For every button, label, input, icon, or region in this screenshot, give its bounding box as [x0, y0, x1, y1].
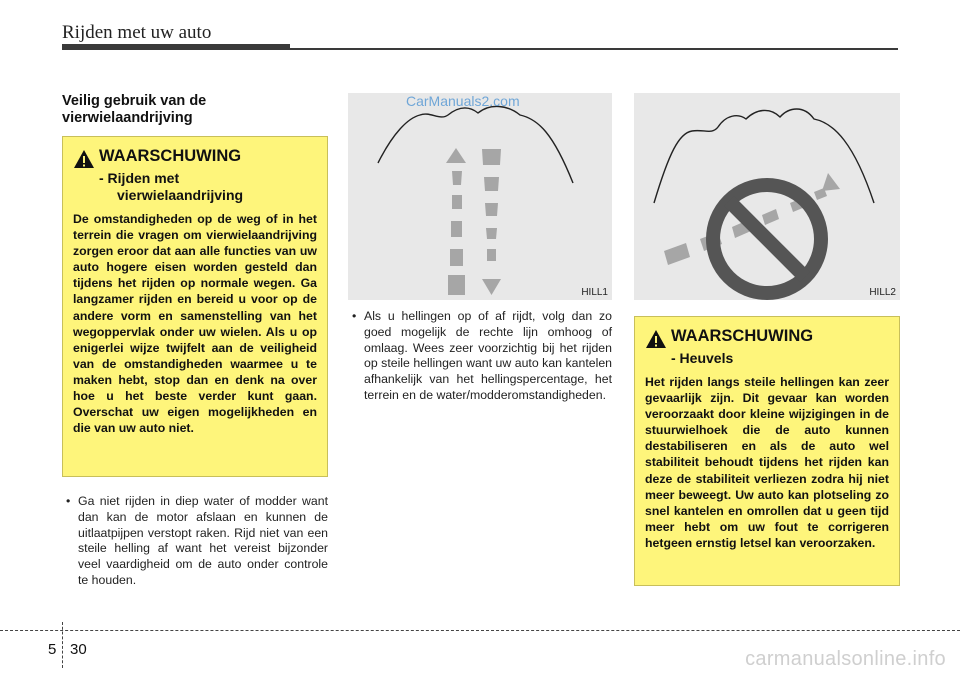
warning-title: WAARSCHUWING — [99, 147, 242, 165]
header-bar — [62, 44, 290, 50]
warning-box-hills — [634, 316, 900, 586]
section-title: Veilig gebruik van de vierwielaandrijving — [62, 93, 207, 126]
warning-subtitle-cont: vierwielaandrijving — [117, 187, 244, 203]
hill-diagonal-prohibited-illustration — [634, 93, 900, 300]
watermark-carmanualsonline: carmanualsonline.info — [745, 648, 946, 670]
warning-triangle-icon — [73, 148, 99, 170]
footer-divider — [62, 622, 63, 668]
header-rule — [290, 48, 898, 50]
watermark-carmanuals2: CarManuals2.com — [406, 93, 520, 109]
warning-triangle-icon — [645, 328, 671, 350]
bullet-slopes: • Als u hellingen op of af rijdt, volg dan zo goed mogelijk de rechte lijn omhoog of omlaag. Wees zeer voorzichtig bij het rijden op steile hellingen want uw auto kan kantelen afhankelijk van het hellingspercentage, het terrein en de water/modderomstandigheden. — [348, 309, 612, 404]
figure-label-hill1: HILL1 — [581, 287, 608, 298]
footer-section-number: 5 — [48, 641, 57, 658]
footer-page-number: 30 — [70, 641, 87, 658]
warning-subtitle: - Rijden met — [99, 170, 180, 186]
warning-box-4wd — [62, 136, 328, 477]
footer-rule — [0, 630, 960, 631]
hill-straight-illustration — [348, 93, 612, 300]
bullet-deep-water: • Ga niet rijden in diep water of modder want dan kan de motor afslaan en kunnen de uitlaatpijpen verstopt raken. Rijd niet van een steile helling af want het vereist bijzonder veel vaardigheid om de auto onder controle te houden. — [62, 494, 328, 589]
figure-hill2 — [634, 93, 900, 300]
warning-title: WAARSCHUWING — [671, 327, 814, 345]
figure-label-hill2: HILL2 — [869, 287, 896, 298]
figure-hill1 — [348, 93, 612, 300]
warning-subtitle: - Heuvels — [671, 350, 734, 366]
warning-body: Het rijden langs steile hellingen kan zeer gevaarlijk zijn. Dit gevaar kan worden veroorzaakt door kleine wijzigingen in de stuurwielhoek die de auto kunnen destabiliseren en als de auto wel stabiliteit behoudt tijdens het rijden kan deze de stabiliteit verliezen zodra hij niet meer beweegt. Uw auto kan plotseling zo snel kantelen en omrollen dat u geen tijd meer hebt om uw fout te corrigeren hetgeen ernstig letsel kan veroorzaken. — [645, 375, 889, 550]
header-title: Rijden met uw auto — [62, 22, 212, 43]
warning-body: De omstandigheden op de weg of in het terrein die vragen om vierwielaandrijving zorgen eroor dat aan alle functies van uw auto hogere eisen worden gesteld dan tijdens het rijden op normale wegen. Ga langzamer rijden en bereid u voor op de andere vorm en samenstelling van het wegoppervlak onder uw wielen. Als u op enigerlei wijze twijfelt aan de veiligheid van de omstandigheden waarmee u te maken hebt, stop dan en denk na over hoe u het beste verder kunt gaan. Overschat uw eigen mogelijkheden en die van uw auto niet. — [73, 212, 317, 436]
